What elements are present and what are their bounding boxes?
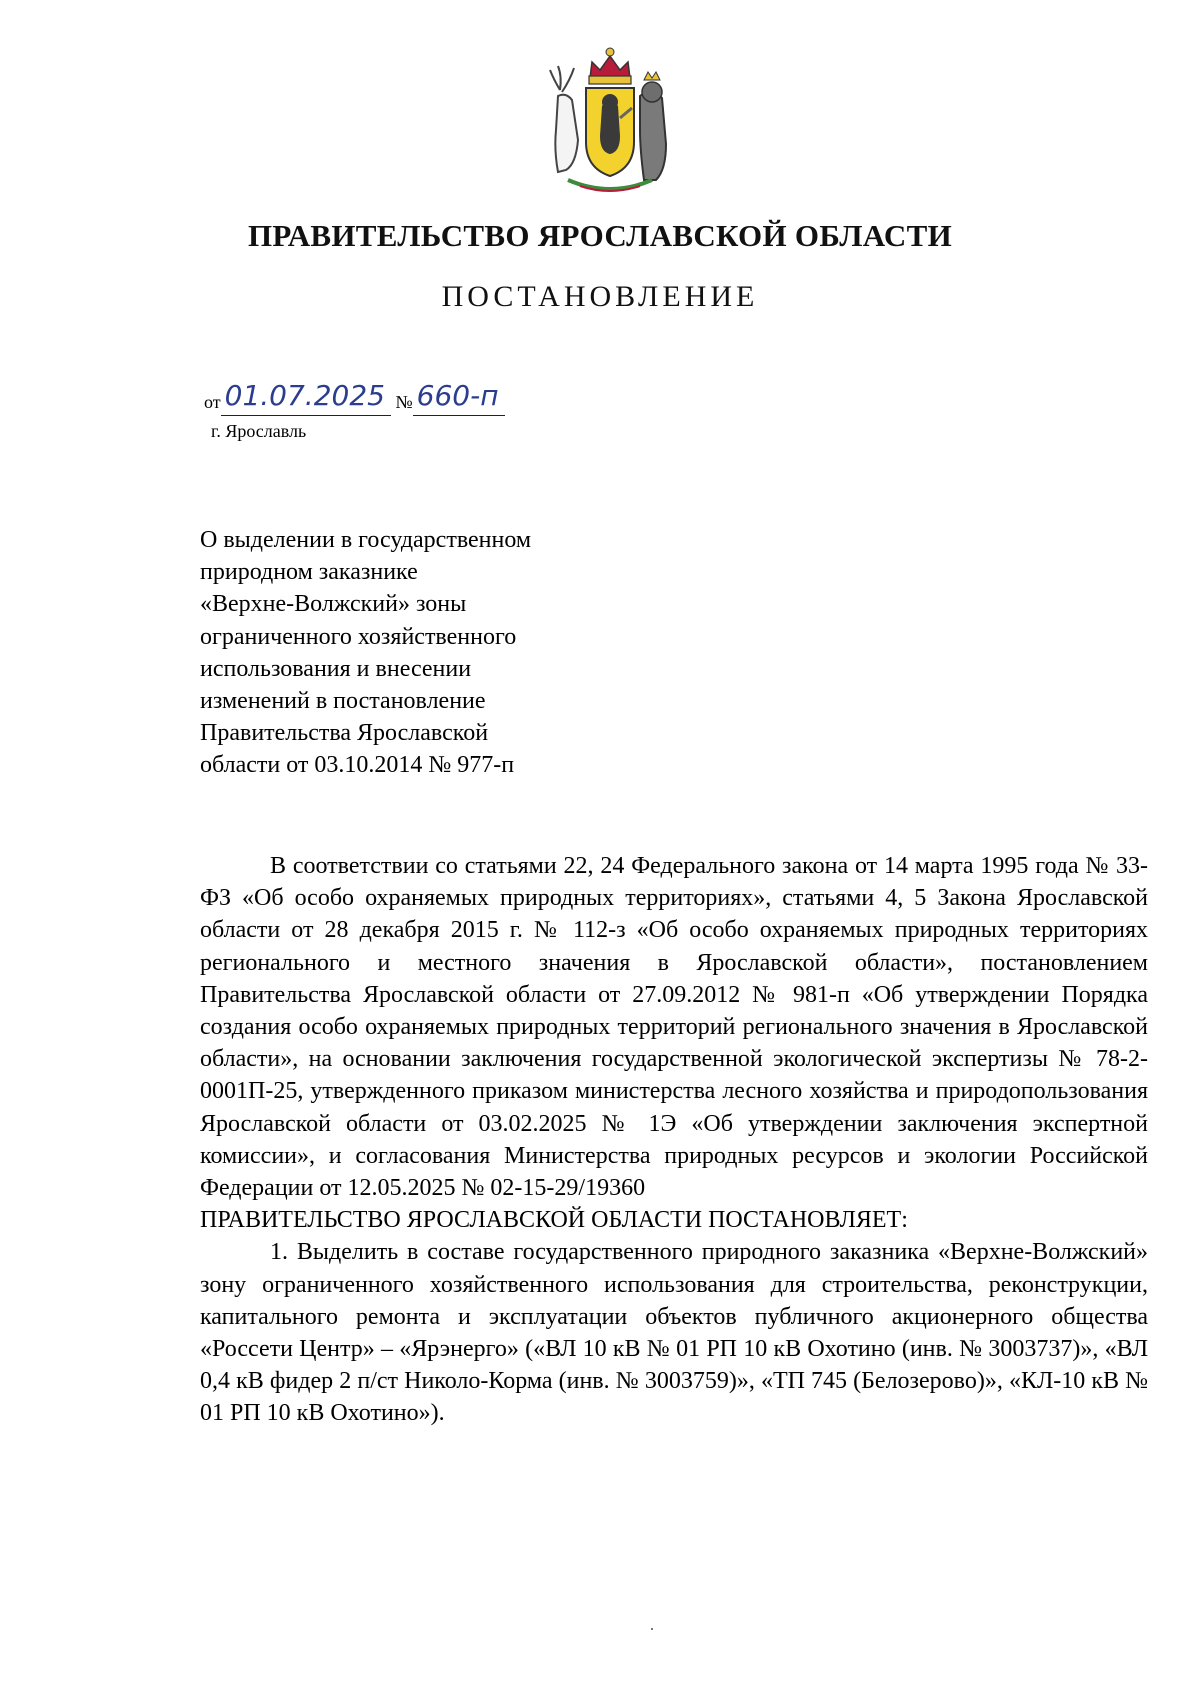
- subject-line: природном заказнике: [200, 559, 418, 586]
- scan-speck: [651, 1628, 653, 1630]
- document-subject: [200, 524, 620, 782]
- number-prefix: №: [395, 392, 413, 412]
- registration-line: [204, 379, 505, 416]
- date-prefix: от: [204, 392, 221, 412]
- subject-line: Правительства Ярославской: [200, 720, 489, 747]
- document-date: 01.07.2025: [224, 379, 385, 412]
- subject-line: использования и внесении: [200, 655, 472, 682]
- subject-line: изменений в постановление: [200, 688, 486, 715]
- item-1-paragraph: 1. Выделить в составе государственного природного заказника «Верхне-Волжский» зону ограниченного хозяйственного использования для строительства, реконструкции, капитального ремонта и эксплуатации объектов публичного акционерного общества «Россети Центр» – «Ярэнерго» («ВЛ 10 кВ № 01 РП 10 кВ Охотино (инв. № 3003737)», «ВЛ 0,4 кВ фидер 2 п/ст Николо-Корма (инв. № 3003759)», «ТП 745 (Белозерово)», «КЛ-10 кВ № 01 РП 10 кВ Охотино»).: [200, 1239, 1148, 1427]
- number-underline: [413, 379, 505, 416]
- document-body: [200, 850, 1148, 1430]
- preamble-paragraph: В соответствии со статьями 22, 24 Федерального закона от 14 марта 1995 года № 33-ФЗ «Об особо охраняемых природных территориях», статьями 4, 5 Закона Ярославской области от 28 декабря 2015 г. № 112-з «Об особо охраняемых природных территориях регионального и местного значения в Ярославской области», постановлением Правительства Ярославской области от 27.09.2012 № 981-п «Об утверждении Порядка создания особо охраняемых природных территорий регионального значения в Ярославской области», на основании заключения государственной экологической экспертизы № 78-2-0001П-25, утвержденного приказом министерства лесного хозяйства и природопользования Ярославской области от 03.02.2025 № 1Э «Об утверждении заключения экспертной комиссии», и согласования Министерства природных ресурсов и экологии Российской Федерации от 12.05.2025 № 02-15-29/19360: [200, 853, 1148, 1202]
- decree-line: ПРАВИТЕЛЬСТВО ЯРОСЛАВСКОЙ ОБЛАСТИ ПОСТАНОВЛЯЕТ:: [200, 1207, 908, 1234]
- subject-line: «Верхне-Волжский» зоны: [200, 591, 467, 618]
- government-title: ПРАВИТЕЛЬСТВО ЯРОСЛАВСКОЙ ОБЛАСТИ: [248, 218, 952, 253]
- city: г. Ярославль: [211, 421, 307, 441]
- subject-line: ограниченного хозяйственного: [200, 623, 517, 650]
- subject-line: О выделении в государственном: [200, 527, 532, 553]
- subject-line: области от 03.10.2014 № 977-п: [200, 752, 515, 779]
- coat-of-arms-icon: [540, 40, 680, 200]
- document-type: ПОСТАНОВЛЕНИЕ: [441, 280, 759, 313]
- date-underline: [221, 379, 391, 416]
- document-number: 660-п: [416, 379, 499, 412]
